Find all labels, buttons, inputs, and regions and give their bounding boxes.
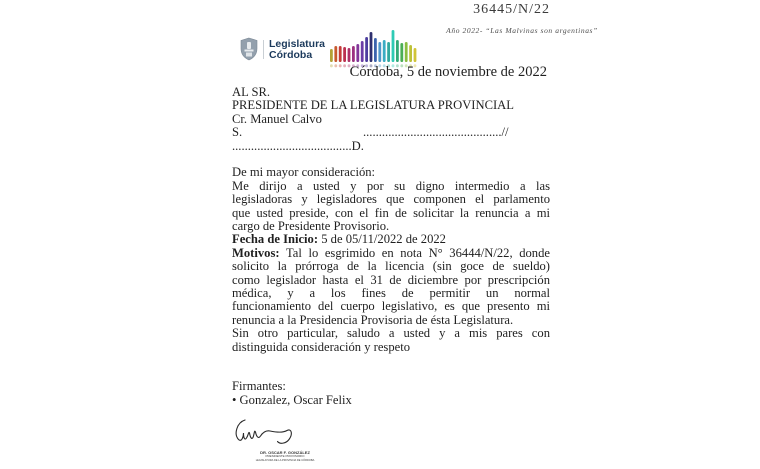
- dateline: Córdoba, 5 de noviembre de 2022: [349, 64, 547, 80]
- d-line: ......................................D.: [232, 138, 364, 153]
- s-line-dots: ............................................//: [363, 125, 509, 140]
- signer-item: • Gonzalez, Oscar Felix: [232, 392, 352, 407]
- logo-wordmark-line1: Legislatura: [269, 38, 326, 50]
- logo-divider: [263, 40, 264, 59]
- s-line-label: S.: [232, 125, 243, 140]
- recipient-line: Cr. Manuel Calvo: [232, 111, 322, 126]
- s-line: [232, 126, 550, 139]
- letter-line: funcionamiento del cuerpo legislativo, es que presento mi: [232, 299, 550, 314]
- handwritten-signature-icon: [232, 418, 298, 450]
- signature-stamp: [230, 450, 340, 462]
- letter-line: médica, y a los fines de permitir un normal: [232, 286, 550, 301]
- recipient-line: AL SR.: [232, 85, 271, 99]
- signers-list: [232, 394, 550, 407]
- year-motto: Año 2022- “Las Malvinas son argentinas”: [446, 26, 598, 35]
- letter-line: Fecha de Inicio: 5 de 05/11/2022 de 2022: [232, 232, 446, 247]
- letter-line: Sin otro particular, saludo a usted y a mis pares con: [232, 326, 550, 341]
- blank-line: [232, 153, 550, 166]
- signers-label: Firmantes:: [232, 379, 286, 394]
- letter-body: [232, 86, 550, 407]
- letter-line: legisladoras y legisladores que componen el parlamento: [232, 192, 550, 207]
- recipient-block: [232, 86, 550, 126]
- stamp-line: DR. OSCAR F. GONZÁLEZ: [260, 450, 310, 455]
- stamp-line: PRESIDENTE PROVISORIO: [265, 454, 305, 458]
- logo-wordmark-line2: Córdoba: [269, 49, 313, 61]
- doc-number: 36445/N/22: [473, 2, 550, 17]
- letter-line: que usted preside, con el fin de solicitar la renuncia a mi: [232, 205, 550, 220]
- letter-line: Motivos: Tal lo esgrimido en nota N° 36444/N/22, donde: [232, 245, 550, 260]
- letter-line: renuncia a la Presidencia Provisoria de ésta Legislatura.: [232, 312, 514, 327]
- blank-line: [232, 354, 550, 380]
- letter-line: Me dirijo a usted y por su digno intermedio a las: [232, 178, 550, 193]
- stamp-line: LEGISLATURA DE LA PROVINCIA DE CÓRDOBA: [255, 458, 315, 462]
- letter-line: distinguida consideración y respeto: [232, 339, 411, 354]
- crest-icon: [239, 37, 259, 61]
- logo-wordmark: [269, 39, 325, 61]
- body-paragraphs: [232, 180, 550, 354]
- salutation: De mi mayor consideración:: [232, 165, 376, 180]
- recipient-line: PRESIDENTE DE LA LEGISLATURA PROVINCIAL: [232, 98, 514, 113]
- letter-line: cargo de Presidente Provisorio.: [232, 219, 390, 234]
- signature-block: [230, 418, 350, 462]
- letter-line: solicito la prórroga de la licencia (sin goce de sueldo): [232, 259, 550, 274]
- letter-line: como legislador hasta el 31 de diciembre por prescripción: [232, 272, 550, 287]
